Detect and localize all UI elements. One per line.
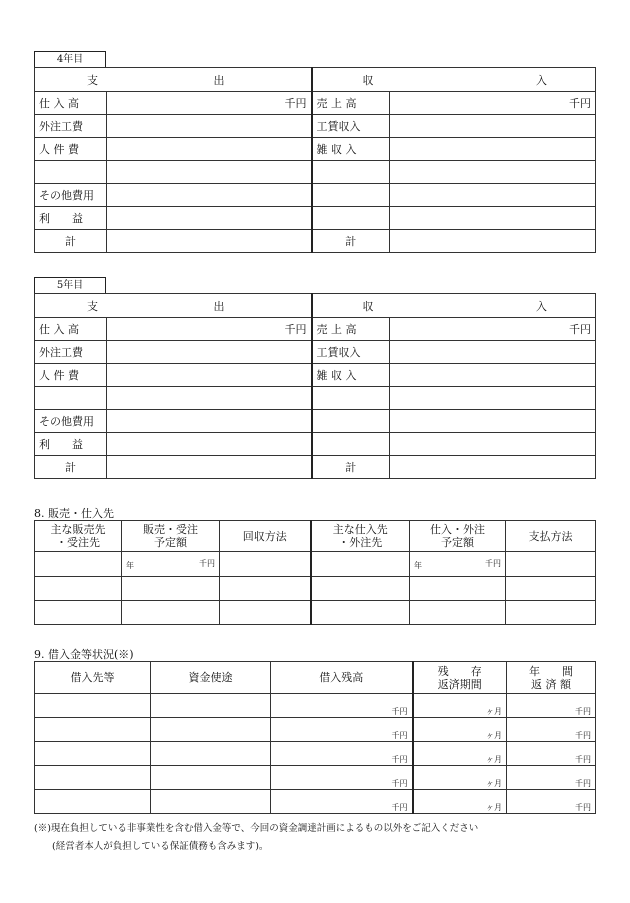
header-fund-use: 資金使途 xyxy=(151,662,271,694)
nyu-label: 入 xyxy=(536,73,547,87)
income-value-cell[interactable]: 千円 xyxy=(390,92,596,115)
expense-value-cell[interactable] xyxy=(107,387,312,410)
section8-table xyxy=(34,520,596,625)
remaining-period-cell[interactable]: ヶ月 xyxy=(413,694,507,718)
annual-repayment-cell[interactable]: 千円 xyxy=(507,694,596,718)
annual-repayment-cell[interactable]: 千円 xyxy=(507,790,596,814)
fund-use-cell[interactable] xyxy=(151,718,271,742)
fund-use-cell[interactable] xyxy=(151,766,271,790)
loan-balance-cell[interactable]: 千円 xyxy=(271,718,413,742)
income-value-cell[interactable] xyxy=(390,138,596,161)
income-total-cell[interactable] xyxy=(390,456,596,479)
lender-cell[interactable] xyxy=(35,742,151,766)
collection-cell[interactable] xyxy=(220,601,311,625)
income-value-cell[interactable] xyxy=(390,433,596,456)
nyu-label: 入 xyxy=(536,299,547,313)
expense-label: 仕 入 高 xyxy=(35,92,107,115)
header-loan-balance: 借入残高 xyxy=(271,662,413,694)
income-value-cell[interactable] xyxy=(390,115,596,138)
shutsu-label: 出 xyxy=(213,73,225,87)
header-sales-amount: 販売・受注 予定額 xyxy=(122,521,220,552)
expense-total-label: 計 xyxy=(35,230,107,253)
annual-repayment-cell[interactable]: 千円 xyxy=(507,718,596,742)
expense-value-cell[interactable] xyxy=(107,138,312,161)
expense-header xyxy=(35,68,312,92)
income-header xyxy=(312,294,596,318)
expense-total-cell[interactable] xyxy=(107,230,312,253)
sales-amount-cell[interactable]: 年 千円 xyxy=(122,552,220,577)
expense-value-cell[interactable] xyxy=(107,184,312,207)
expense-label: 利 益 xyxy=(35,433,107,456)
shutsu-label: 出 xyxy=(213,299,225,313)
payment-cell[interactable] xyxy=(506,577,596,601)
supplier-cell[interactable] xyxy=(311,552,410,577)
income-label: 工賃収入 xyxy=(312,115,390,138)
loan-balance-cell[interactable]: 千円 xyxy=(271,766,413,790)
income-value-cell[interactable] xyxy=(390,184,596,207)
header-main-supplier: 主な仕入先 ・外注先 xyxy=(311,521,410,552)
header-collection-method: 回収方法 xyxy=(220,521,311,552)
income-label[interactable] xyxy=(312,433,390,456)
remaining-period-cell[interactable]: ヶ月 xyxy=(413,790,507,814)
purchase-amount-cell[interactable] xyxy=(410,577,506,601)
shu-label: 収 xyxy=(362,299,374,313)
remaining-period-cell[interactable]: ヶ月 xyxy=(413,766,507,790)
supplier-cell[interactable] xyxy=(311,577,410,601)
payment-cell[interactable] xyxy=(506,601,596,625)
expense-value-cell[interactable]: 千円 xyxy=(107,318,312,341)
header-lender: 借入先等 xyxy=(35,662,151,694)
header-purchase-amount: 仕入・外注 予定額 xyxy=(410,521,506,552)
income-value-cell[interactable] xyxy=(390,364,596,387)
income-label[interactable] xyxy=(312,207,390,230)
section8-title: 8. 販売・仕入先 xyxy=(34,507,114,520)
income-value-cell[interactable]: 千円 xyxy=(390,318,596,341)
income-label[interactable] xyxy=(312,184,390,207)
income-label: 工賃収入 xyxy=(312,341,390,364)
header-annual-repayment: 年 間 返 済 額 xyxy=(507,662,596,694)
expense-value-cell[interactable] xyxy=(107,364,312,387)
supplier-cell[interactable] xyxy=(311,601,410,625)
remaining-period-cell[interactable]: ヶ月 xyxy=(413,742,507,766)
expense-value-cell[interactable] xyxy=(107,341,312,364)
header-payment-method: 支払方法 xyxy=(506,521,596,552)
sales-amount-cell[interactable] xyxy=(122,601,220,625)
expense-total-cell[interactable] xyxy=(107,456,312,479)
loan-balance-cell[interactable]: 千円 xyxy=(271,742,413,766)
expense-label[interactable] xyxy=(35,387,107,410)
expense-label: 人 件 費 xyxy=(35,364,107,387)
collection-cell[interactable] xyxy=(220,552,311,577)
lender-cell[interactable] xyxy=(35,694,151,718)
income-value-cell[interactable] xyxy=(390,410,596,433)
lender-cell[interactable] xyxy=(35,766,151,790)
income-label: 売 上 高 xyxy=(312,318,390,341)
expense-value-cell[interactable] xyxy=(107,433,312,456)
income-total-cell[interactable] xyxy=(390,230,596,253)
shi-label: 支 xyxy=(87,73,98,87)
section9-title: 9. 借入金等状況(※) xyxy=(34,648,134,661)
expense-label: その他費用 xyxy=(35,184,107,207)
income-label[interactable] xyxy=(312,410,390,433)
shu-label: 収 xyxy=(362,73,374,87)
customer-cell[interactable] xyxy=(35,552,122,577)
income-value-cell[interactable] xyxy=(390,387,596,410)
income-label: 売 上 高 xyxy=(312,92,390,115)
year5-table xyxy=(34,293,596,479)
expense-label: 外注工費 xyxy=(35,341,107,364)
footnote-line1: (※)現在負担している非事業性を含む借入金等で、今回の資金調達計画によるもの以外をご記入ください xyxy=(34,823,479,834)
header-remaining-period: 残 存 返済期間 xyxy=(413,662,507,694)
expense-label: 利 益 xyxy=(35,207,107,230)
loan-balance-cell[interactable]: 千円 xyxy=(271,790,413,814)
income-label: 雑 収 入 xyxy=(312,364,390,387)
customer-cell[interactable] xyxy=(35,577,122,601)
expense-total-label: 計 xyxy=(35,456,107,479)
income-header xyxy=(312,68,596,92)
header-main-customer: 主な販売先 ・受注先 xyxy=(35,521,122,552)
payment-cell[interactable] xyxy=(506,552,596,577)
expense-value-cell[interactable] xyxy=(107,161,312,184)
income-total-label: 計 xyxy=(312,230,390,253)
year5-tab: 5年目 xyxy=(34,277,106,293)
lender-cell[interactable] xyxy=(35,790,151,814)
expense-label: その他費用 xyxy=(35,410,107,433)
annual-repayment-cell[interactable]: 千円 xyxy=(507,766,596,790)
expense-value-cell[interactable]: 千円 xyxy=(107,92,312,115)
fund-use-cell[interactable] xyxy=(151,742,271,766)
lender-cell[interactable] xyxy=(35,718,151,742)
expense-value-cell[interactable] xyxy=(107,115,312,138)
customer-cell[interactable] xyxy=(35,601,122,625)
section9-table xyxy=(34,661,596,814)
year4-tab: 4年目 xyxy=(34,51,106,67)
collection-cell[interactable] xyxy=(220,577,311,601)
purchase-amount-cell[interactable] xyxy=(410,601,506,625)
expense-label: 仕 入 高 xyxy=(35,318,107,341)
shi-label: 支 xyxy=(87,299,98,313)
income-label[interactable] xyxy=(312,161,390,184)
year4-table xyxy=(34,67,596,253)
expense-value-cell[interactable] xyxy=(107,207,312,230)
income-value-cell[interactable] xyxy=(390,161,596,184)
income-label[interactable] xyxy=(312,387,390,410)
income-value-cell[interactable] xyxy=(390,207,596,230)
remaining-period-cell[interactable]: ヶ月 xyxy=(413,718,507,742)
income-label: 雑 収 入 xyxy=(312,138,390,161)
fund-use-cell[interactable] xyxy=(151,790,271,814)
annual-repayment-cell[interactable]: 千円 xyxy=(507,742,596,766)
expense-label: 人 件 費 xyxy=(35,138,107,161)
income-total-label: 計 xyxy=(312,456,390,479)
income-value-cell[interactable] xyxy=(390,341,596,364)
footnote-line2: (経営者本人が負担している保証債務も含みます)。 xyxy=(52,841,269,852)
expense-header xyxy=(35,294,312,318)
expense-value-cell[interactable] xyxy=(107,410,312,433)
loan-balance-cell[interactable]: 千円 xyxy=(271,694,413,718)
purchase-amount-cell[interactable]: 年 千円 xyxy=(410,552,506,577)
expense-label[interactable] xyxy=(35,161,107,184)
fund-use-cell[interactable] xyxy=(151,694,271,718)
sales-amount-cell[interactable] xyxy=(122,577,220,601)
expense-label: 外注工費 xyxy=(35,115,107,138)
